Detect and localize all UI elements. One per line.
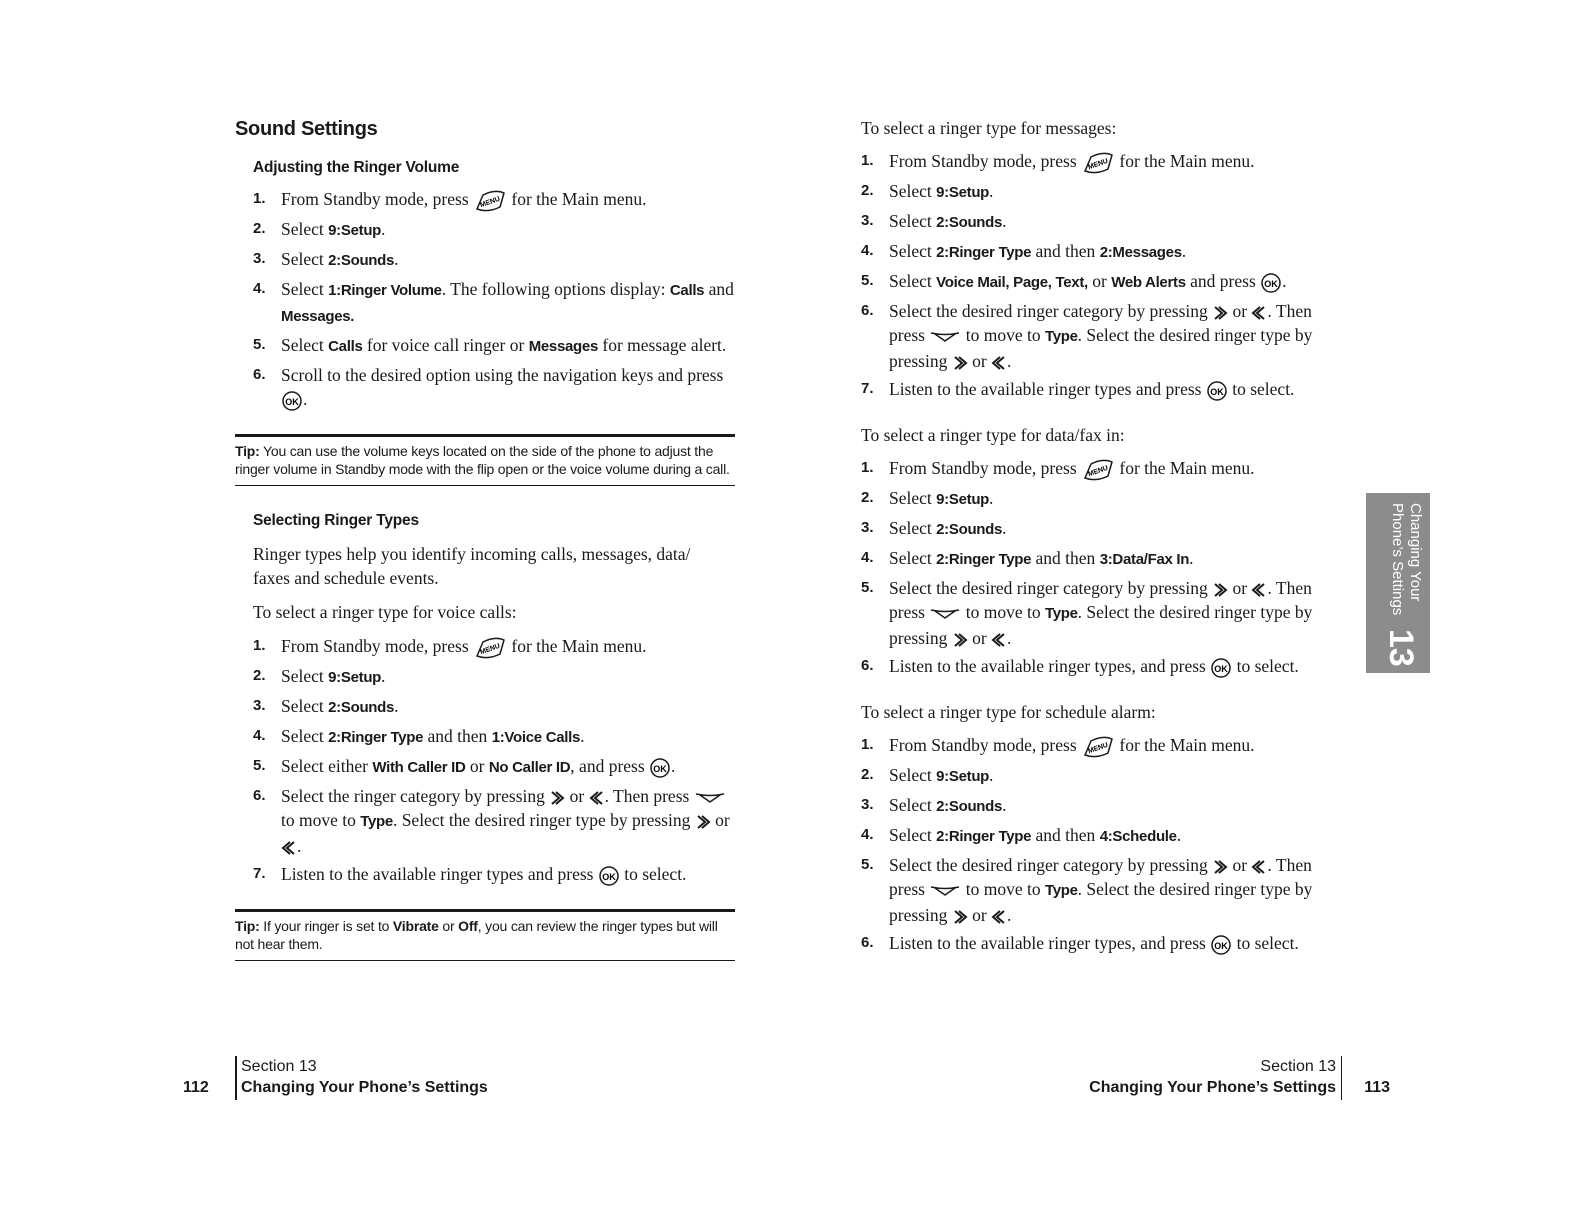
right-page: [861, 116, 1341, 960]
svg-text:OK: OK: [1214, 940, 1228, 951]
list-item: 7. Listen to the available ringer types and press OK to select.: [253, 862, 735, 887]
menu-key-icon: [1081, 151, 1115, 175]
adjusting-steps: [253, 187, 735, 412]
list-item: 1. From Standby mode, press MENU for the Main menu.: [861, 456, 1341, 482]
messages-intro: To select a ringer type for messages:: [861, 118, 1117, 138]
nav-right-icon: [952, 631, 968, 649]
menu-key-icon: [1081, 735, 1115, 759]
list-item: 6. Scroll to the desired option using the navigation keys and press OK .: [253, 363, 735, 412]
svg-text:OK: OK: [1210, 386, 1224, 397]
nav-left-icon: [589, 789, 605, 807]
footer-section: Section 13: [1260, 1058, 1336, 1075]
list-item: 3. Select 2:Sounds.: [861, 794, 1007, 815]
list-item: 1. From Standby mode, press MENU for the Main menu.: [861, 733, 1341, 759]
list-item: 7. Listen to the available ringer types and press OK to select.: [861, 377, 1341, 402]
list-item: 5. Select Calls for voice call ringer or Messages for message alert.: [253, 334, 727, 355]
subheading-selecting: Selecting Ringer Types: [253, 511, 419, 529]
footer-title: Changing Your Phone’s Settings: [1089, 1079, 1336, 1096]
menu-key-icon: [1081, 458, 1115, 482]
intro-paragraph: Ringer types help you identify incoming calls, messages, data/ faxes and schedule events.: [253, 543, 691, 588]
svg-text:OK: OK: [1264, 278, 1278, 289]
list-item: 5. Select Voice Mail, Page, Text, or Web Alerts and press OK .: [861, 269, 1341, 295]
list-item: 1. From Standby mode, press MENU for the Main menu.: [253, 187, 735, 213]
nav-left-icon: [1251, 858, 1267, 876]
left-page: [235, 118, 735, 961]
adjusting-volume-block: [253, 159, 735, 412]
tip-vibrate: Tip: If your ringer is set to Vibrate or Off, you can review the ringer types but will not hear them.: [235, 909, 735, 961]
ok-key-icon: [1210, 657, 1232, 679]
nav-right-icon: [952, 908, 968, 926]
ok-key-icon: [1206, 380, 1228, 402]
nav-down-icon: [929, 884, 961, 898]
list-item: 2. Select 9:Setup.: [253, 218, 386, 239]
list-item: 2. Select 9:Setup.: [861, 487, 994, 508]
list-item: 2. Select 9:Setup.: [253, 665, 386, 686]
list-item: 6. Listen to the available ringer types, and press OK to select.: [861, 654, 1341, 679]
list-item: 4. Select 1:Ringer Volume. The following options display: Calls and Messages.: [253, 278, 734, 325]
nav-left-icon: [991, 908, 1007, 926]
footer-divider: [1341, 1056, 1343, 1100]
list-item: 3. Select 2:Sounds.: [253, 695, 399, 716]
nav-down-icon: [694, 791, 726, 805]
nav-right-icon: [952, 354, 968, 372]
svg-text:MENU: MENU: [1087, 464, 1110, 479]
svg-text:OK: OK: [602, 871, 616, 882]
svg-text:MENU: MENU: [1087, 741, 1110, 756]
right-footer: [1040, 1056, 1400, 1100]
nav-down-icon: [929, 607, 961, 621]
tab-section-number: 13: [1382, 629, 1420, 667]
list-item: 4. Select 2:Ringer Type and then 1:Voice Calls.: [253, 725, 585, 746]
list-item: 5. Select the desired ringer category by pressing or . Then press to move to Type. Select the desired ringer type by pressing or .: [861, 577, 1313, 648]
list-item: 6. Select the ringer category by pressing or . Then press to move to Type. Select the desired ringer type by pressing or .: [253, 785, 730, 856]
page-number-left: 112: [183, 1079, 209, 1096]
list-item: 2. Select 9:Setup.: [861, 764, 994, 785]
nav-right-icon: [1212, 858, 1228, 876]
subheading-adjusting: Adjusting the Ringer Volume: [253, 159, 460, 176]
page-title: Sound Settings: [235, 118, 378, 140]
messages-steps: [861, 149, 1341, 402]
list-item: 1. From Standby mode, press MENU for the Main menu.: [253, 634, 735, 660]
nav-left-icon: [281, 839, 297, 857]
svg-text:MENU: MENU: [1087, 157, 1110, 172]
tab-label-line1: Changing Your: [1407, 503, 1424, 602]
datafax-steps: [861, 456, 1341, 679]
menu-key-icon: [473, 636, 507, 660]
svg-text:MENU: MENU: [479, 195, 502, 210]
ok-key-icon: [1260, 272, 1282, 294]
list-item: 3. Select 2:Sounds.: [861, 210, 1007, 231]
tab-label-line2: Phone’s Settings: [1389, 503, 1406, 616]
schedule-intro: To select a ringer type for schedule alarm:: [861, 701, 1156, 722]
nav-right-icon: [695, 813, 711, 831]
nav-left-icon: [991, 354, 1007, 372]
list-item: 1. From Standby mode, press MENU for the Main menu.: [861, 149, 1341, 175]
voice-calls-intro: To select a ringer type for voice calls:: [253, 601, 517, 622]
list-item: 5. Select the desired ringer category by pressing or . Then press to move to Type. Select the desired ringer type by pressing or .: [861, 854, 1313, 925]
section-tab[interactable]: [1366, 493, 1430, 673]
list-item: 4. Select 2:Ringer Type and then 2:Messages.: [861, 240, 1187, 261]
selecting-types-block: [253, 512, 735, 887]
nav-right-icon: [1212, 581, 1228, 599]
list-item: 2. Select 9:Setup.: [861, 180, 994, 201]
list-item: 4. Select 2:Ringer Type and then 4:Schedule.: [861, 824, 1182, 845]
svg-text:OK: OK: [653, 763, 667, 774]
voice-calls-steps: [253, 634, 735, 887]
datafax-intro: To select a ringer type for data/fax in:: [861, 424, 1125, 445]
nav-left-icon: [1251, 304, 1267, 322]
nav-left-icon: [1251, 581, 1267, 599]
svg-text:OK: OK: [285, 396, 299, 407]
list-item: 6. Select the desired ringer category by pressing or . Then press to move to Type. Select the desired ringer type by pressing or .: [861, 300, 1313, 371]
schedule-steps: [861, 733, 1341, 956]
footer-divider: [235, 1056, 237, 1100]
nav-right-icon: [1212, 304, 1228, 322]
list-item: 4. Select 2:Ringer Type and then 3:Data/Fax In.: [861, 547, 1194, 568]
svg-text:OK: OK: [1214, 663, 1228, 674]
list-item: 3. Select 2:Sounds.: [861, 517, 1007, 538]
ok-key-icon: [281, 390, 303, 412]
menu-key-icon: [473, 189, 507, 213]
footer-title: Changing Your Phone’s Settings: [241, 1079, 488, 1096]
ok-key-icon: [649, 757, 671, 779]
footer-section: Section 13: [241, 1058, 317, 1075]
ok-key-icon: [1210, 934, 1232, 956]
svg-text:MENU: MENU: [479, 642, 502, 657]
nav-right-icon: [549, 789, 565, 807]
nav-left-icon: [991, 631, 1007, 649]
list-item: 6. Listen to the available ringer types, and press OK to select.: [861, 931, 1341, 956]
list-item: 3. Select 2:Sounds.: [253, 248, 399, 269]
nav-down-icon: [929, 330, 961, 344]
tip-volume-keys: Tip: You can use the volume keys located on the side of the phone to adjust the ringer volume in Standby mode with the flip open or the voice volume during a call.: [235, 434, 735, 486]
ok-key-icon: [598, 865, 620, 887]
list-item: 5. Select either With Caller ID or No Caller ID, and press OK .: [253, 754, 735, 780]
page-number-right: 113: [1364, 1079, 1390, 1096]
